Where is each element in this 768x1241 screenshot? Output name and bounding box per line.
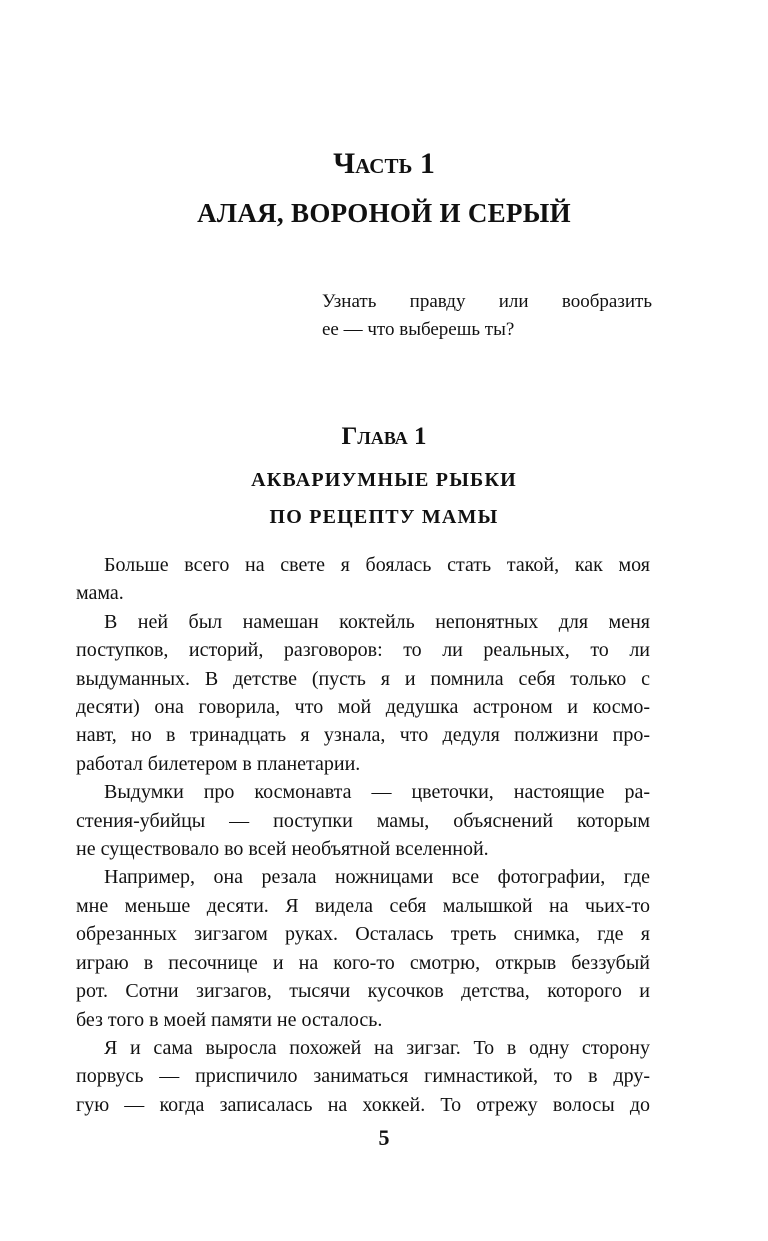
- body-line: мама.: [76, 582, 124, 605]
- epigraph: [322, 288, 652, 344]
- body-line: Больше всего на свете я боялась стать такой, как моя: [104, 554, 650, 576]
- body-line: Например, она резала ножницами все фотографии, где: [104, 866, 650, 889]
- body-line: обрезанных зигзагом руках. Осталась треть снимка, где я: [76, 923, 650, 946]
- body-line: мне меньше десяти. Я видела себя малышкой на чьих-то: [76, 894, 650, 917]
- body-line: играю в песочнице и на кого-то смотрю, открыв беззубый: [76, 951, 650, 974]
- epigraph-line: Узнать правду или вообразить: [322, 291, 652, 312]
- epigraph-line: ее — что выберешь ты?: [322, 319, 515, 340]
- chapter-label: Глава 1: [341, 423, 427, 450]
- body-line: поступков, историй, разговоров: то ли реальных, то ли: [76, 639, 650, 662]
- body-line: работал билетером в планетарии.: [76, 752, 361, 775]
- page-number: 5: [378, 1125, 390, 1150]
- body-line: десяти) она говорила, что мой дедушка астроном и космо-: [76, 696, 650, 719]
- body-line: В ней был намешан коктейль непонятных для меня: [104, 610, 650, 633]
- chapter-title-line: ПО РЕЦЕПТУ МАМЫ: [269, 506, 499, 528]
- body-line: Я и сама выросла похожей на зигзаг. То в одну сторону: [104, 1036, 650, 1059]
- body-line: рот. Сотни зигзагов, тысячи кусочков детства, которого и: [76, 980, 650, 1003]
- body-line: не существовало во всей необъятной вселенной.: [76, 838, 489, 861]
- body-line: выдуманных. В детстве (пусть я и помнила себя только с: [76, 667, 650, 690]
- body-line: порвусь — приспичило заниматься гимнастикой, то в дру-: [76, 1065, 650, 1088]
- body-line: стения-убийцы — поступки мамы, объяснений которым: [76, 809, 650, 832]
- body-line: Выдумки про космонавта — цветочки, настоящие ра-: [104, 781, 650, 804]
- body-line: без того в моей памяти не осталось.: [76, 1008, 383, 1031]
- body-line: гую — когда записалась на хоккей. То отрежу волосы до: [76, 1093, 650, 1116]
- part-title: АЛАЯ, ВОРОНОЙ И СЕРЫЙ: [197, 198, 571, 228]
- body-text: [76, 551, 650, 1119]
- part-label: Часть 1: [333, 147, 435, 180]
- body-line: навт, но в тринадцать я узнала, что дедуля полжизни про-: [76, 724, 650, 747]
- chapter-title-line: АКВАРИУМНЫЕ РЫБКИ: [251, 469, 517, 491]
